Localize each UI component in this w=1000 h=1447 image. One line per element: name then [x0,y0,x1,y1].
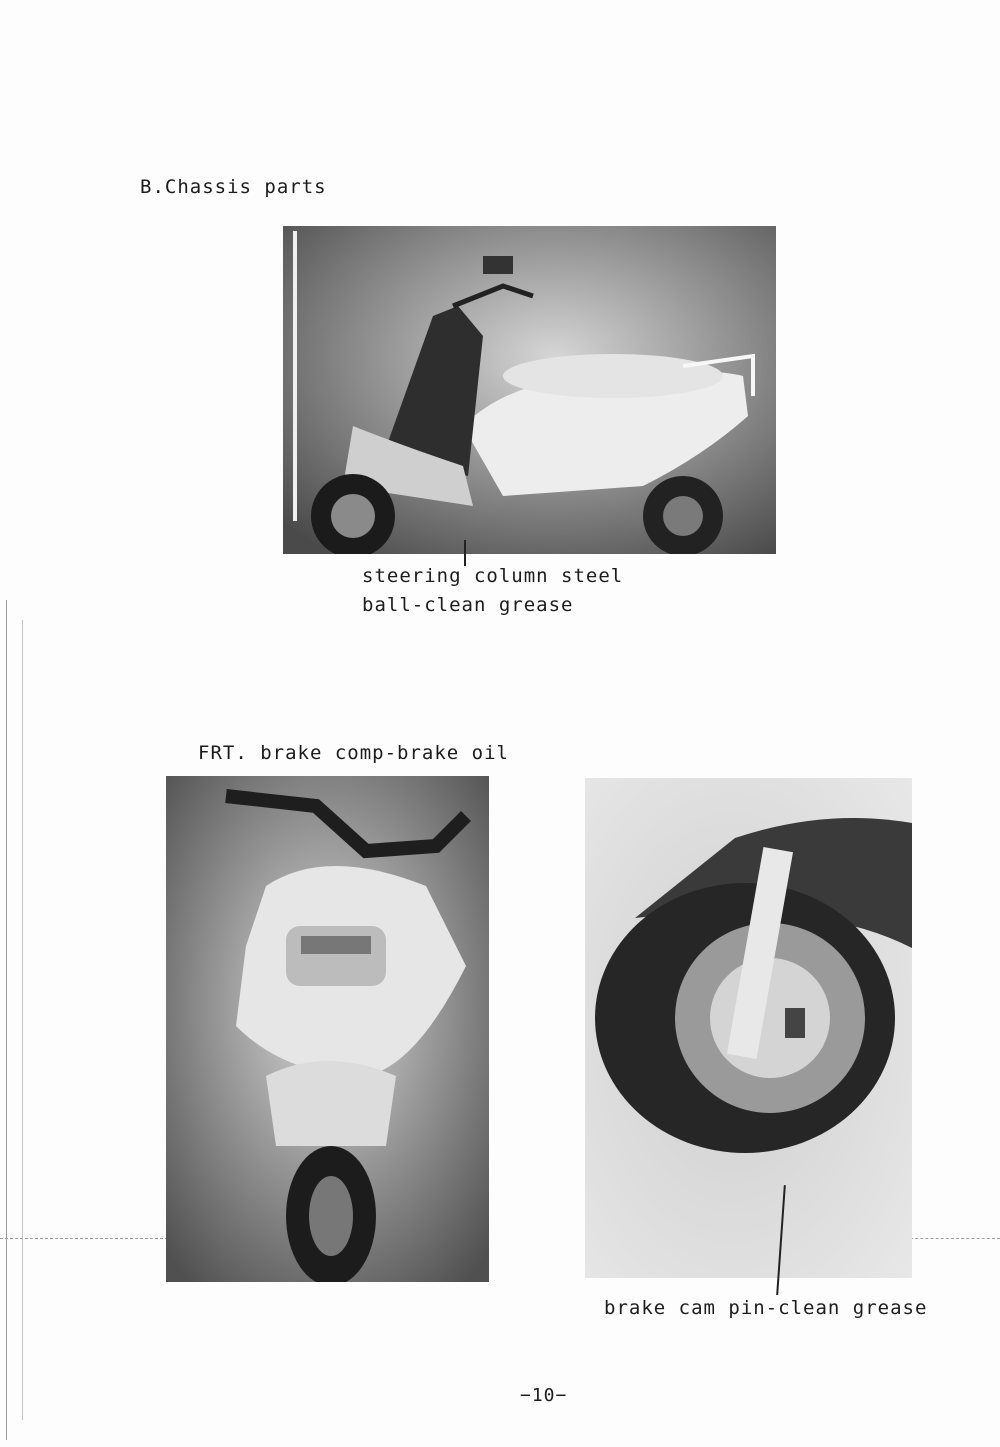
steering-column-caption-line-2: ball-clean grease [362,594,574,616]
scooter-front-photo [166,776,489,1282]
scan-fold-line-right [910,1238,1000,1240]
section-title: B.Chassis parts [140,176,327,198]
scan-left-edge-2 [22,620,23,1420]
steering-column-caption-line-1: steering column steel [362,565,624,587]
front-wheel-photo [585,778,912,1278]
scooter-side-photo [283,226,776,554]
brake-cam-caption: brake cam pin-clean grease [604,1297,928,1319]
front-brake-caption: FRT. brake comp-brake oil [198,742,509,764]
page-number: −10− [520,1385,568,1406]
scan-left-edge [6,600,7,1440]
scan-fold-line [0,1238,168,1240]
